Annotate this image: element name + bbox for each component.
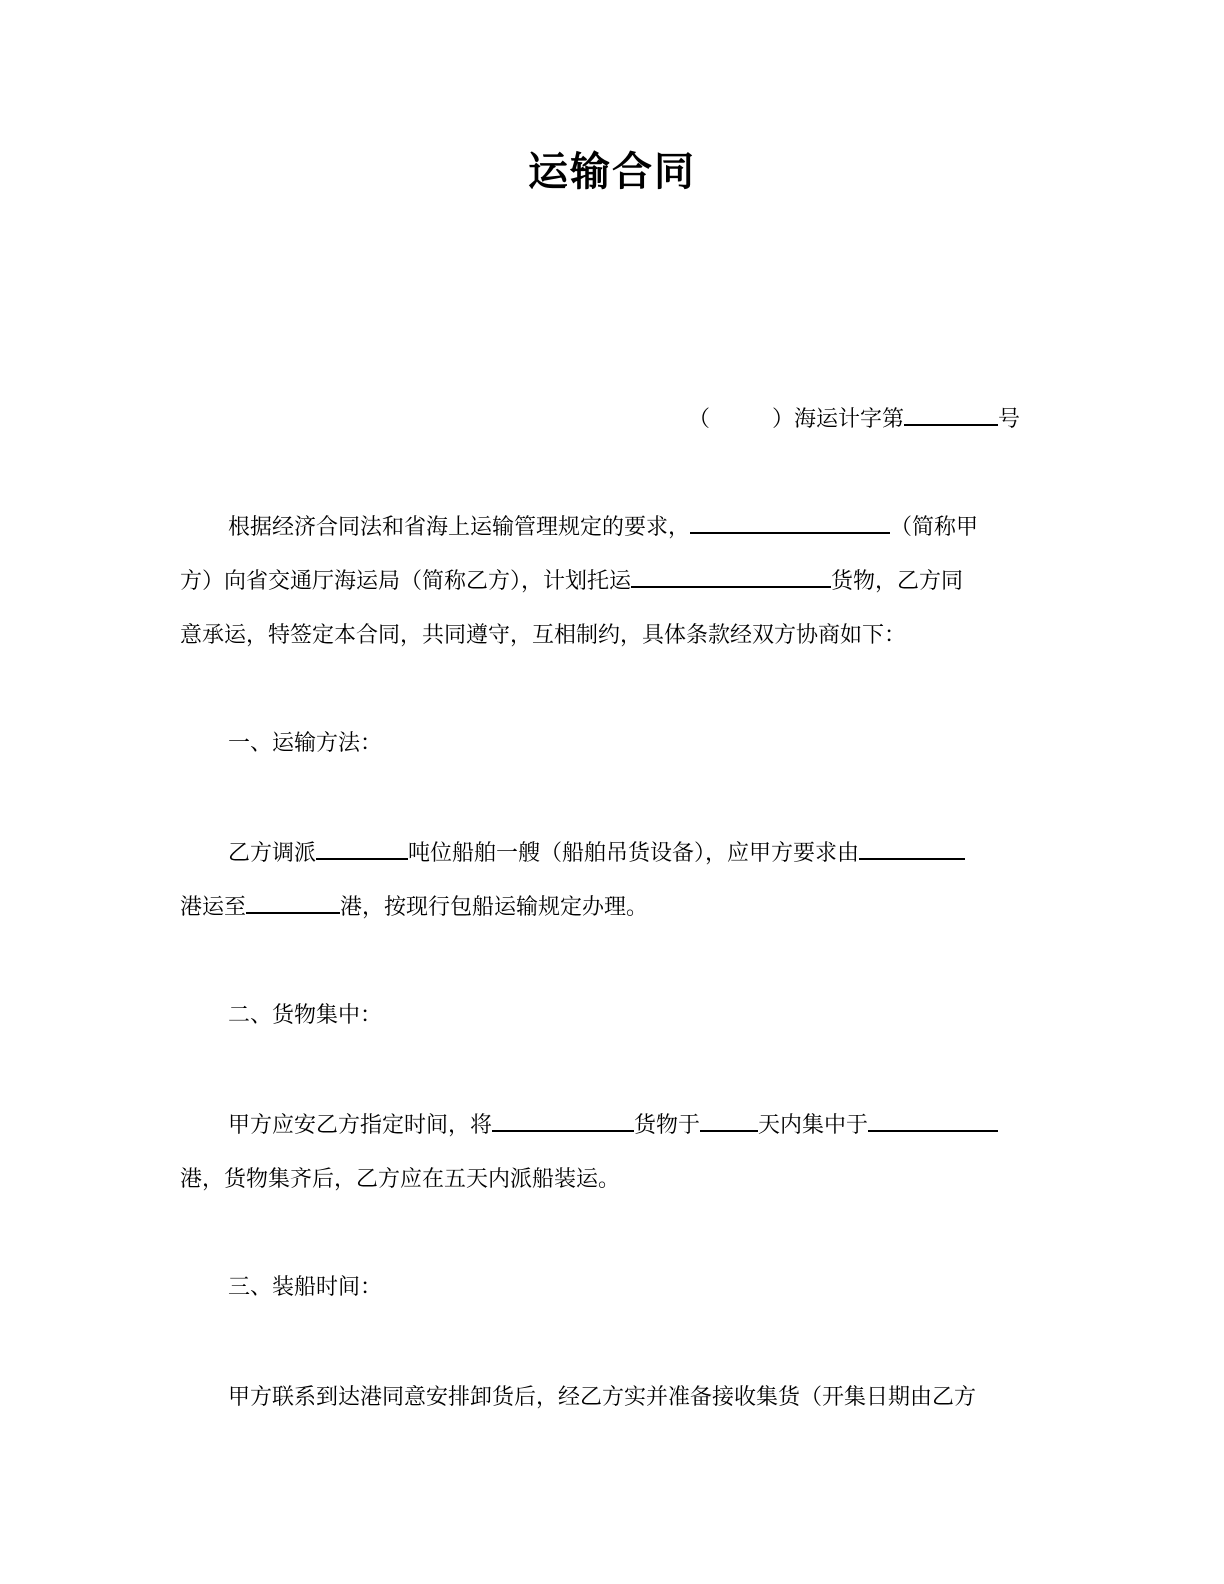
- intro-line-1: [228, 510, 978, 546]
- section-1-line-1: [228, 836, 965, 872]
- section-text: 港运至: [180, 895, 247, 920]
- section-2-line-1: [228, 1108, 998, 1144]
- intro-line-3: 意承运，特签定本合同，共同遵守，互相制约，具体条款经双方协商如下：: [180, 623, 907, 648]
- section-2-line-2: 港，货物集齐后，乙方应在五天内派船装运。: [180, 1167, 621, 1192]
- section-text: 货物于: [634, 1113, 701, 1138]
- section-text: 乙方调派: [228, 841, 317, 866]
- intro-text: （简称甲: [890, 515, 979, 540]
- origin-port-blank[interactable]: [859, 836, 965, 860]
- days-blank[interactable]: [700, 1108, 758, 1132]
- cargo-blank[interactable]: [631, 564, 831, 588]
- tonnage-blank[interactable]: [316, 836, 408, 860]
- section-text: 吨位船舶一艘（船舶吊货设备），应甲方要求由: [408, 841, 860, 866]
- collection-port-blank[interactable]: [868, 1108, 998, 1132]
- ref-open-paren: （: [688, 407, 711, 432]
- section-1-heading: 一、运输方法：: [228, 731, 383, 756]
- section-3-heading: 三、装船时间：: [228, 1275, 383, 1300]
- section-text: 港，按现行包船运输规定办理。: [340, 895, 649, 920]
- document-title: 运输合同: [528, 149, 696, 195]
- ref-number-blank[interactable]: [904, 402, 998, 426]
- intro-text: 货物，乙方同: [831, 569, 964, 594]
- intro-line-2: [180, 564, 963, 600]
- party-a-blank[interactable]: [690, 510, 890, 534]
- ref-label: ）海运计字第: [772, 407, 905, 432]
- reference-number-line: [688, 402, 1020, 438]
- section-1-line-2: [180, 890, 648, 926]
- section-3-line-1: 甲方联系到达港同意安排卸货后，经乙方实并准备接收集货（开集日期由乙方: [228, 1385, 977, 1410]
- goods-blank[interactable]: [492, 1108, 634, 1132]
- destination-port-blank[interactable]: [246, 890, 340, 914]
- section-2-heading: 二、货物集中：: [228, 1003, 383, 1028]
- intro-text: 方）向省交通厅海运局（简称乙方），计划托运: [180, 569, 632, 594]
- ref-suffix: 号: [998, 407, 1021, 432]
- section-text: 天内集中于: [758, 1113, 869, 1138]
- intro-text: 根据经济合同法和省海上运输管理规定的要求，: [228, 515, 691, 540]
- section-text: 甲方应安乙方指定时间，将: [228, 1113, 493, 1138]
